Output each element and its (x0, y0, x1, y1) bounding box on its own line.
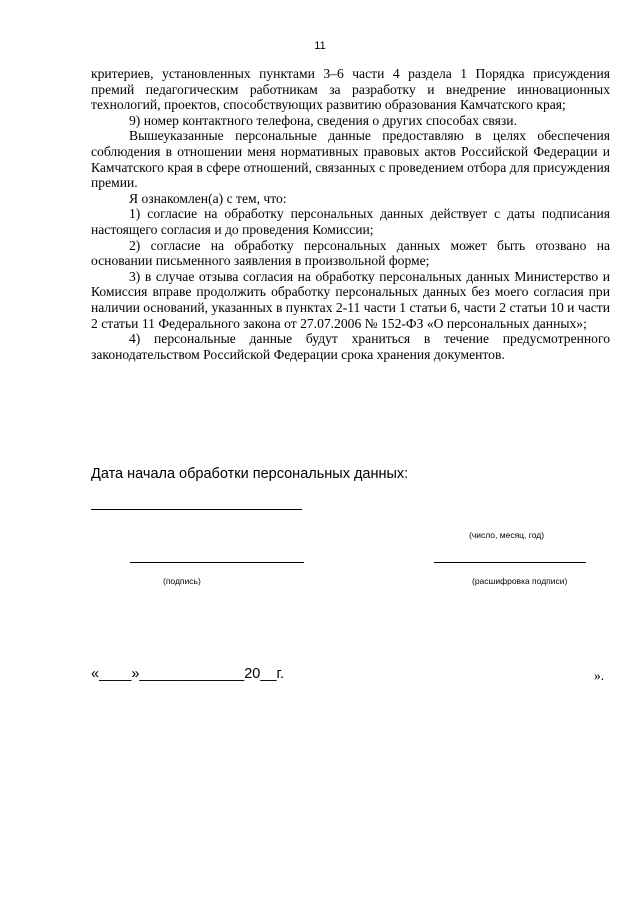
paragraph-acknowledged: Я ознакомлен(а) с тем, что: (129, 190, 287, 206)
date-caption: (число, месяц, год) (469, 530, 545, 540)
consent-body-text (91, 66, 610, 362)
signature-decode-caption: (расшифровка подписи) (472, 576, 568, 586)
paragraph-item-9: 9) номер контактного телефона, сведения о других способах связи. (129, 112, 517, 128)
date-start-label: Дата начала обработки персональных данных: (91, 466, 409, 482)
paragraph-purpose: Вышеуказанные персональные данные предоставляю в целях обеспечения соблюдения в отношении меня нормативных правовых актов Российской Федерации и Камчатского края в сфере отношений, связанных с проведением отбора для присуждения премии. (91, 128, 610, 191)
signature-underline (130, 562, 304, 563)
closing-mark: ». (594, 668, 605, 683)
date-underline (91, 509, 302, 510)
signature-caption: (подпись) (163, 576, 201, 586)
paragraph-criteria-continued: критериев, установленных пунктами 3–6 части 4 раздела 1 Порядка присуждения премий педагогическим работникам за разработку и внедрение инновационных технологий, проектов, способствующих развитию образования Камчатского края; (91, 66, 610, 113)
page-number: 11 (314, 40, 326, 52)
paragraph-item-4: 4) персональные данные будут храниться в течение предусмотренного законодательством Российской Федерации срока хранения документов. (91, 331, 610, 362)
paragraph-item-2: 2) согласие на обработку персональных данных может быть отозвано на основании письменного заявления в произвольной форме; (91, 237, 610, 269)
paragraph-item-1: 1) согласие на обработку персональных данных действует с даты подписания настоящего согласия и до проведения Комиссии; (91, 206, 610, 237)
signature-decode-underline (434, 562, 586, 563)
paragraph-item-3: 3) в случае отзыва согласия на обработку персональных данных Министерство и Комиссия вправе продолжить обработку персональных данных без моего согласия при наличии оснований, указанных в пунктах 2-11 части 1 статьи 6, части 2 статьи 10 и части 2 статьи 11 Федерального закона от 27.07.2006 № 152-ФЗ «О персональных данных»; (91, 268, 610, 331)
date-fill-line: «____»_____________20__г. (91, 666, 285, 682)
